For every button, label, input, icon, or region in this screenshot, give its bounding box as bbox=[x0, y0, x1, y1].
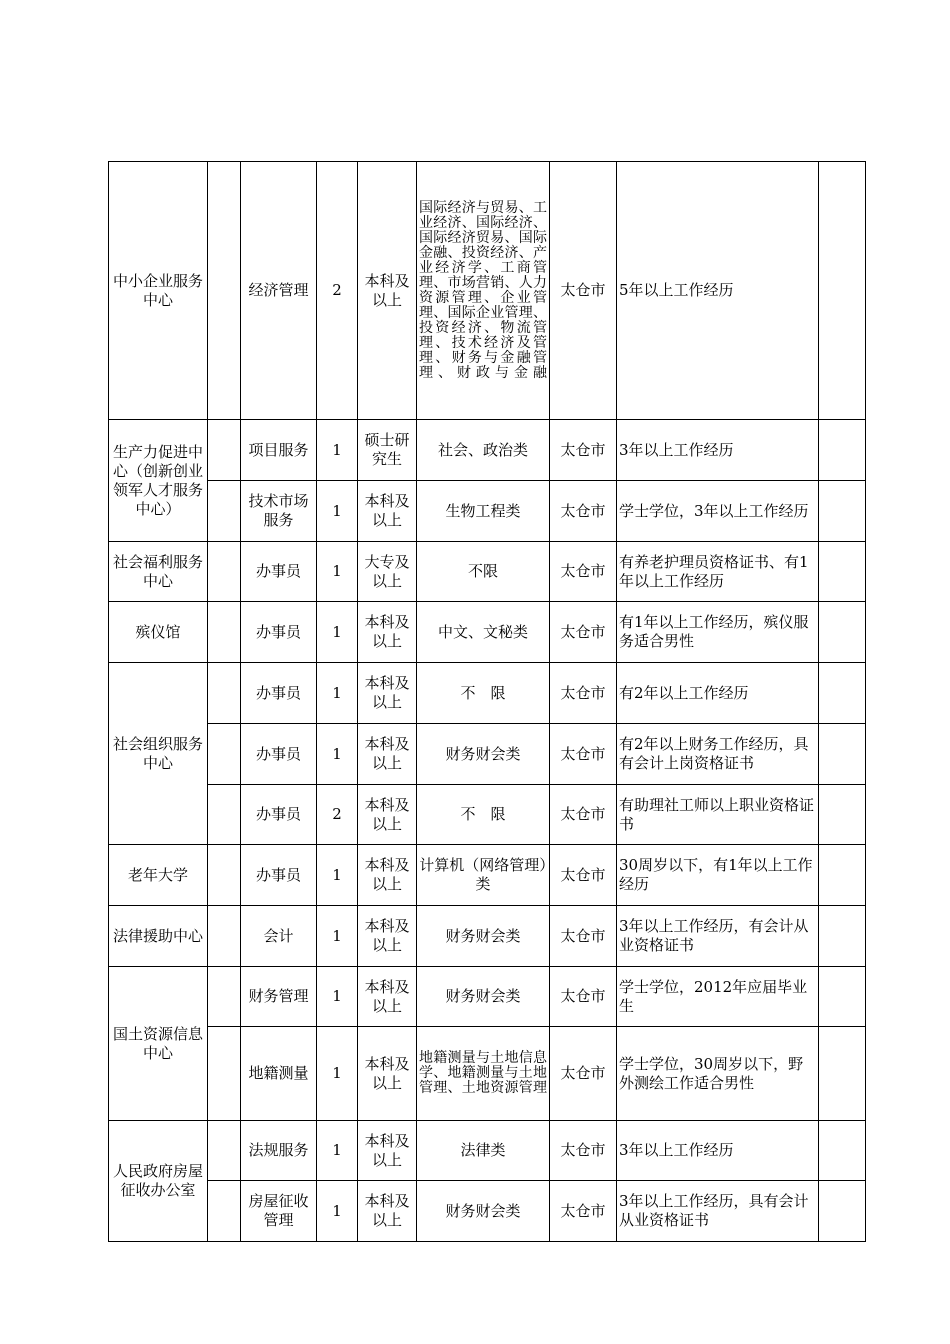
requirement-cell: 3年以上工作经历 bbox=[617, 1121, 819, 1181]
count-cell: 1 bbox=[317, 906, 358, 967]
location-cell: 太仓市 bbox=[550, 602, 617, 663]
position-cell: 办事员 bbox=[241, 602, 317, 663]
remark-cell bbox=[819, 602, 866, 663]
major-cell: 社会、政治类 bbox=[417, 420, 550, 481]
major-cell: 不 限 bbox=[417, 785, 550, 845]
remark-cell bbox=[819, 420, 866, 481]
blank-cell bbox=[208, 906, 241, 967]
position-cell: 房屋征收管理 bbox=[241, 1181, 317, 1242]
count-cell: 1 bbox=[317, 845, 358, 906]
remark-cell bbox=[819, 481, 866, 542]
position-cell: 技术市场服务 bbox=[241, 481, 317, 542]
location-cell: 太仓市 bbox=[550, 967, 617, 1027]
location-cell: 太仓市 bbox=[550, 845, 617, 906]
location-cell: 太仓市 bbox=[550, 785, 617, 845]
position-cell: 会计 bbox=[241, 906, 317, 967]
table-row bbox=[109, 724, 866, 785]
location-cell: 太仓市 bbox=[550, 1027, 617, 1121]
position-cell: 地籍测量 bbox=[241, 1027, 317, 1121]
count-cell: 1 bbox=[317, 967, 358, 1027]
education-cell: 本科及以上 bbox=[358, 602, 417, 663]
requirement-cell: 3年以上工作经历 bbox=[617, 420, 819, 481]
count-cell: 1 bbox=[317, 481, 358, 542]
remark-cell bbox=[819, 724, 866, 785]
education-cell: 硕士研究生 bbox=[358, 420, 417, 481]
education-cell: 本科及以上 bbox=[358, 967, 417, 1027]
education-cell: 本科及以上 bbox=[358, 481, 417, 542]
major-cell: 财务财会类 bbox=[417, 906, 550, 967]
table-row bbox=[109, 845, 866, 906]
location-cell: 太仓市 bbox=[550, 420, 617, 481]
location-cell: 太仓市 bbox=[550, 663, 617, 724]
table-row bbox=[109, 1181, 866, 1242]
blank-cell bbox=[208, 542, 241, 602]
position-cell: 办事员 bbox=[241, 724, 317, 785]
education-cell: 本科及以上 bbox=[358, 785, 417, 845]
blank-cell bbox=[208, 1121, 241, 1181]
requirement-cell: 学士学位，3年以上工作经历 bbox=[617, 481, 819, 542]
major-cell: 财务财会类 bbox=[417, 967, 550, 1027]
blank-cell bbox=[208, 481, 241, 542]
major-cell: 财务财会类 bbox=[417, 1181, 550, 1242]
education-cell: 本科及以上 bbox=[358, 845, 417, 906]
location-cell: 太仓市 bbox=[550, 481, 617, 542]
unit-cell: 老年大学 bbox=[109, 845, 208, 906]
blank-cell bbox=[208, 663, 241, 724]
major-cell: 中文、文秘类 bbox=[417, 602, 550, 663]
education-cell: 本科及以上 bbox=[358, 1181, 417, 1242]
education-cell: 本科及以上 bbox=[358, 906, 417, 967]
requirement-cell: 30周岁以下，有1年以上工作经历 bbox=[617, 845, 819, 906]
requirement-cell: 有2年以上工作经历 bbox=[617, 663, 819, 724]
position-cell: 财务管理 bbox=[241, 967, 317, 1027]
unit-cell: 中小企业服务中心 bbox=[109, 162, 208, 420]
blank-cell bbox=[208, 845, 241, 906]
requirement-cell: 有2年以上财务工作经历，具有会计上岗资格证书 bbox=[617, 724, 819, 785]
requirement-cell: 3年以上工作经历，有会计从业资格证书 bbox=[617, 906, 819, 967]
remark-cell bbox=[819, 162, 866, 420]
major-cell: 地籍测量与土地信息学、地籍测量与土地管理、土地资源管理 bbox=[417, 1027, 550, 1121]
location-cell: 太仓市 bbox=[550, 906, 617, 967]
requirement-cell: 学士学位，2012年应届毕业生 bbox=[617, 967, 819, 1027]
education-cell: 本科及以上 bbox=[358, 162, 417, 420]
major-cell: 财务财会类 bbox=[417, 724, 550, 785]
major-cell: 不限 bbox=[417, 542, 550, 602]
major-cell: 国际经济与贸易、工业经济、国际经济、国际经济贸易、国际金融、投资经济、产业经济学、工商管理、市场营销、人力资源管理、企业管理、国际企业管理、投资经济、物流管理、技术经济及管理、财务与金融管理、财政与金融 bbox=[417, 162, 550, 420]
count-cell: 1 bbox=[317, 1181, 358, 1242]
education-cell: 本科及以上 bbox=[358, 663, 417, 724]
remark-cell bbox=[819, 967, 866, 1027]
table-row bbox=[109, 481, 866, 542]
major-cell: 生物工程类 bbox=[417, 481, 550, 542]
table-row bbox=[109, 906, 866, 967]
remark-cell bbox=[819, 663, 866, 724]
remark-cell bbox=[819, 542, 866, 602]
count-cell: 1 bbox=[317, 542, 358, 602]
position-cell: 办事员 bbox=[241, 785, 317, 845]
position-cell: 办事员 bbox=[241, 845, 317, 906]
position-cell: 项目服务 bbox=[241, 420, 317, 481]
blank-cell bbox=[208, 967, 241, 1027]
blank-cell bbox=[208, 162, 241, 420]
remark-cell bbox=[819, 1027, 866, 1121]
location-cell: 太仓市 bbox=[550, 1181, 617, 1242]
recruitment-table bbox=[108, 161, 866, 1242]
table-row bbox=[109, 542, 866, 602]
requirement-cell: 有养老护理员资格证书、有1年以上工作经历 bbox=[617, 542, 819, 602]
unit-cell: 社会福利服务中心 bbox=[109, 542, 208, 602]
location-cell: 太仓市 bbox=[550, 724, 617, 785]
education-cell: 本科及以上 bbox=[358, 1027, 417, 1121]
blank-cell bbox=[208, 785, 241, 845]
requirement-cell: 学士学位，30周岁以下，野外测绘工作适合男性 bbox=[617, 1027, 819, 1121]
table-row bbox=[109, 162, 866, 420]
table-row bbox=[109, 1121, 866, 1181]
location-cell: 太仓市 bbox=[550, 1121, 617, 1181]
remark-cell bbox=[819, 1181, 866, 1242]
remark-cell bbox=[819, 906, 866, 967]
unit-cell: 社会组织服务中心 bbox=[109, 663, 208, 845]
education-cell: 本科及以上 bbox=[358, 724, 417, 785]
blank-cell bbox=[208, 1181, 241, 1242]
location-cell: 太仓市 bbox=[550, 542, 617, 602]
unit-cell: 殡仪馆 bbox=[109, 602, 208, 663]
requirement-cell: 有助理社工师以上职业资格证书 bbox=[617, 785, 819, 845]
unit-cell: 人民政府房屋征收办公室 bbox=[109, 1121, 208, 1242]
remark-cell bbox=[819, 785, 866, 845]
position-cell: 办事员 bbox=[241, 542, 317, 602]
position-cell: 法规服务 bbox=[241, 1121, 317, 1181]
count-cell: 2 bbox=[317, 162, 358, 420]
requirement-cell: 5年以上工作经历 bbox=[617, 162, 819, 420]
blank-cell bbox=[208, 1027, 241, 1121]
table-row bbox=[109, 967, 866, 1027]
count-cell: 1 bbox=[317, 420, 358, 481]
position-cell: 办事员 bbox=[241, 663, 317, 724]
table-row bbox=[109, 1027, 866, 1121]
location-cell: 太仓市 bbox=[550, 162, 617, 420]
count-cell: 1 bbox=[317, 1121, 358, 1181]
count-cell: 1 bbox=[317, 1027, 358, 1121]
count-cell: 1 bbox=[317, 724, 358, 785]
unit-cell: 法律援助中心 bbox=[109, 906, 208, 967]
table-row bbox=[109, 663, 866, 724]
table-row bbox=[109, 785, 866, 845]
table-row bbox=[109, 420, 866, 481]
remark-cell bbox=[819, 845, 866, 906]
major-cell: 计算机（网络管理）类 bbox=[417, 845, 550, 906]
count-cell: 2 bbox=[317, 785, 358, 845]
major-cell: 不 限 bbox=[417, 663, 550, 724]
requirement-cell: 3年以上工作经历，具有会计从业资格证书 bbox=[617, 1181, 819, 1242]
count-cell: 1 bbox=[317, 602, 358, 663]
blank-cell bbox=[208, 420, 241, 481]
table-row bbox=[109, 602, 866, 663]
requirement-cell: 有1年以上工作经历，殡仪服务适合男性 bbox=[617, 602, 819, 663]
unit-cell: 国土资源信息中心 bbox=[109, 967, 208, 1121]
count-cell: 1 bbox=[317, 663, 358, 724]
education-cell: 大专及以上 bbox=[358, 542, 417, 602]
education-cell: 本科及以上 bbox=[358, 1121, 417, 1181]
position-cell: 经济管理 bbox=[241, 162, 317, 420]
remark-cell bbox=[819, 1121, 866, 1181]
blank-cell bbox=[208, 724, 241, 785]
blank-cell bbox=[208, 602, 241, 663]
unit-cell: 生产力促进中心（创新创业领军人才服务中心） bbox=[109, 420, 208, 542]
major-cell: 法律类 bbox=[417, 1121, 550, 1181]
